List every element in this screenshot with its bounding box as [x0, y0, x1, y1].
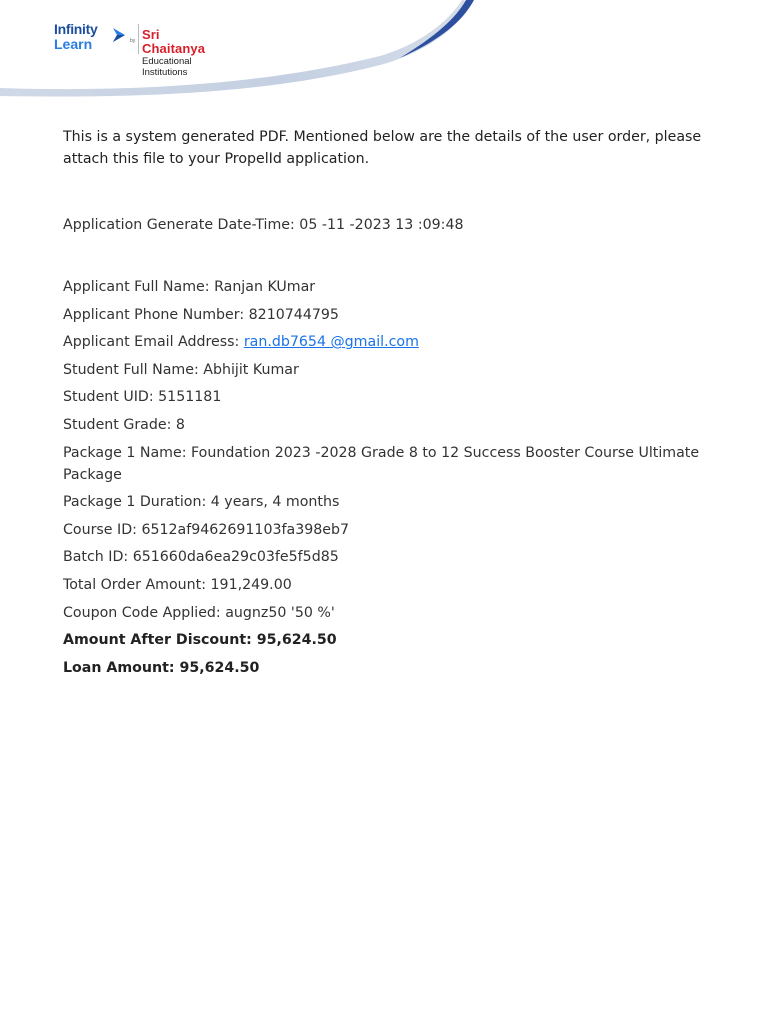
detail-row-package-name: [63, 442, 743, 486]
sri-chaitanya-subtitle: Educational Institutions: [142, 56, 192, 78]
email-link[interactable]: ran.db7654 @gmail.com: [243, 334, 419, 351]
detail-row-course-id: [63, 519, 743, 541]
infinity-arrow-icon: [112, 26, 128, 44]
detail-row-loan-amount: [63, 657, 743, 679]
detail-label: Package 1 Name:: [63, 444, 191, 461]
sri-chaitanya-logo: [142, 28, 205, 78]
generate-date-line: [63, 214, 464, 236]
header-wave-decoration: [0, 0, 768, 100]
detail-label: Course ID:: [63, 521, 142, 538]
detail-value: 191,249.00: [210, 576, 292, 593]
detail-label: Amount After Discount:: [63, 632, 257, 649]
detail-row-student-name: [63, 359, 743, 381]
intro-section: [63, 126, 743, 170]
detail-row-applicant-name: [63, 276, 743, 298]
detail-row-total-order-amount: [63, 574, 743, 596]
detail-row-student-grade: [63, 414, 743, 436]
learn-logo-text: Learn: [54, 36, 93, 52]
detail-row-student-uid: [63, 386, 743, 408]
detail-value: 95,624.50: [179, 659, 260, 676]
detail-value: 8: [175, 416, 185, 433]
detail-label: Coupon Code Applied:: [63, 604, 226, 621]
generate-date-label: Application Generate Date-Time:: [63, 217, 300, 233]
detail-value: Abhijit Kumar: [203, 361, 299, 378]
detail-label: Student UID:: [63, 389, 159, 406]
detail-label: Applicant Full Name:: [63, 279, 215, 295]
infinity-logo-text: Infinity: [54, 21, 98, 37]
detail-value: 5151181: [158, 389, 222, 406]
detail-label: Student Full Name:: [63, 361, 204, 378]
detail-value: Foundation 2023 -2028 Grade 8 to 12 Success Booster Course Ultimate Package: [63, 444, 700, 483]
detail-label: Total Order Amount:: [63, 576, 211, 593]
detail-label: Applicant Phone Number:: [63, 306, 249, 323]
logo-divider: [138, 24, 139, 54]
detail-row-applicant-phone: [63, 304, 743, 326]
infinity-learn-logo: [54, 22, 97, 52]
detail-row-applicant-email: [63, 331, 743, 353]
detail-row-amount-after-discount: [63, 629, 743, 651]
detail-row-batch-id: [63, 546, 743, 568]
logo-by-text: by: [130, 38, 136, 44]
detail-label: Student Grade:: [63, 416, 176, 433]
detail-label: Loan Amount:: [63, 659, 180, 676]
detail-value: Ranjan KUmar: [214, 279, 316, 295]
intro-text: This is a system generated PDF. Mentioned below are the details of the user order, please attach this file to your PropelId application.: [63, 129, 702, 167]
detail-label: Batch ID:: [63, 549, 133, 566]
generate-date-value: 05 -11 -2023 13 :09:48: [299, 217, 464, 233]
detail-label: Package 1 Duration:: [63, 494, 211, 511]
detail-value: 8210744795: [248, 306, 339, 323]
detail-value: 651660da6ea29c03fe5f5d85: [132, 549, 339, 566]
sri-chaitanya-name: Sri Chaitanya: [142, 27, 206, 56]
order-details: [63, 276, 743, 684]
detail-value: 95,624.50: [256, 632, 337, 649]
detail-row-coupon-code: [63, 602, 743, 624]
detail-row-package-duration: [63, 491, 743, 513]
detail-value: 4 years, 4 months: [210, 494, 340, 511]
detail-value: augnz50 '50 %': [225, 604, 335, 621]
detail-label: Applicant Email Address:: [63, 334, 244, 351]
detail-value: 6512af9462691103fa398eb7: [141, 521, 350, 538]
